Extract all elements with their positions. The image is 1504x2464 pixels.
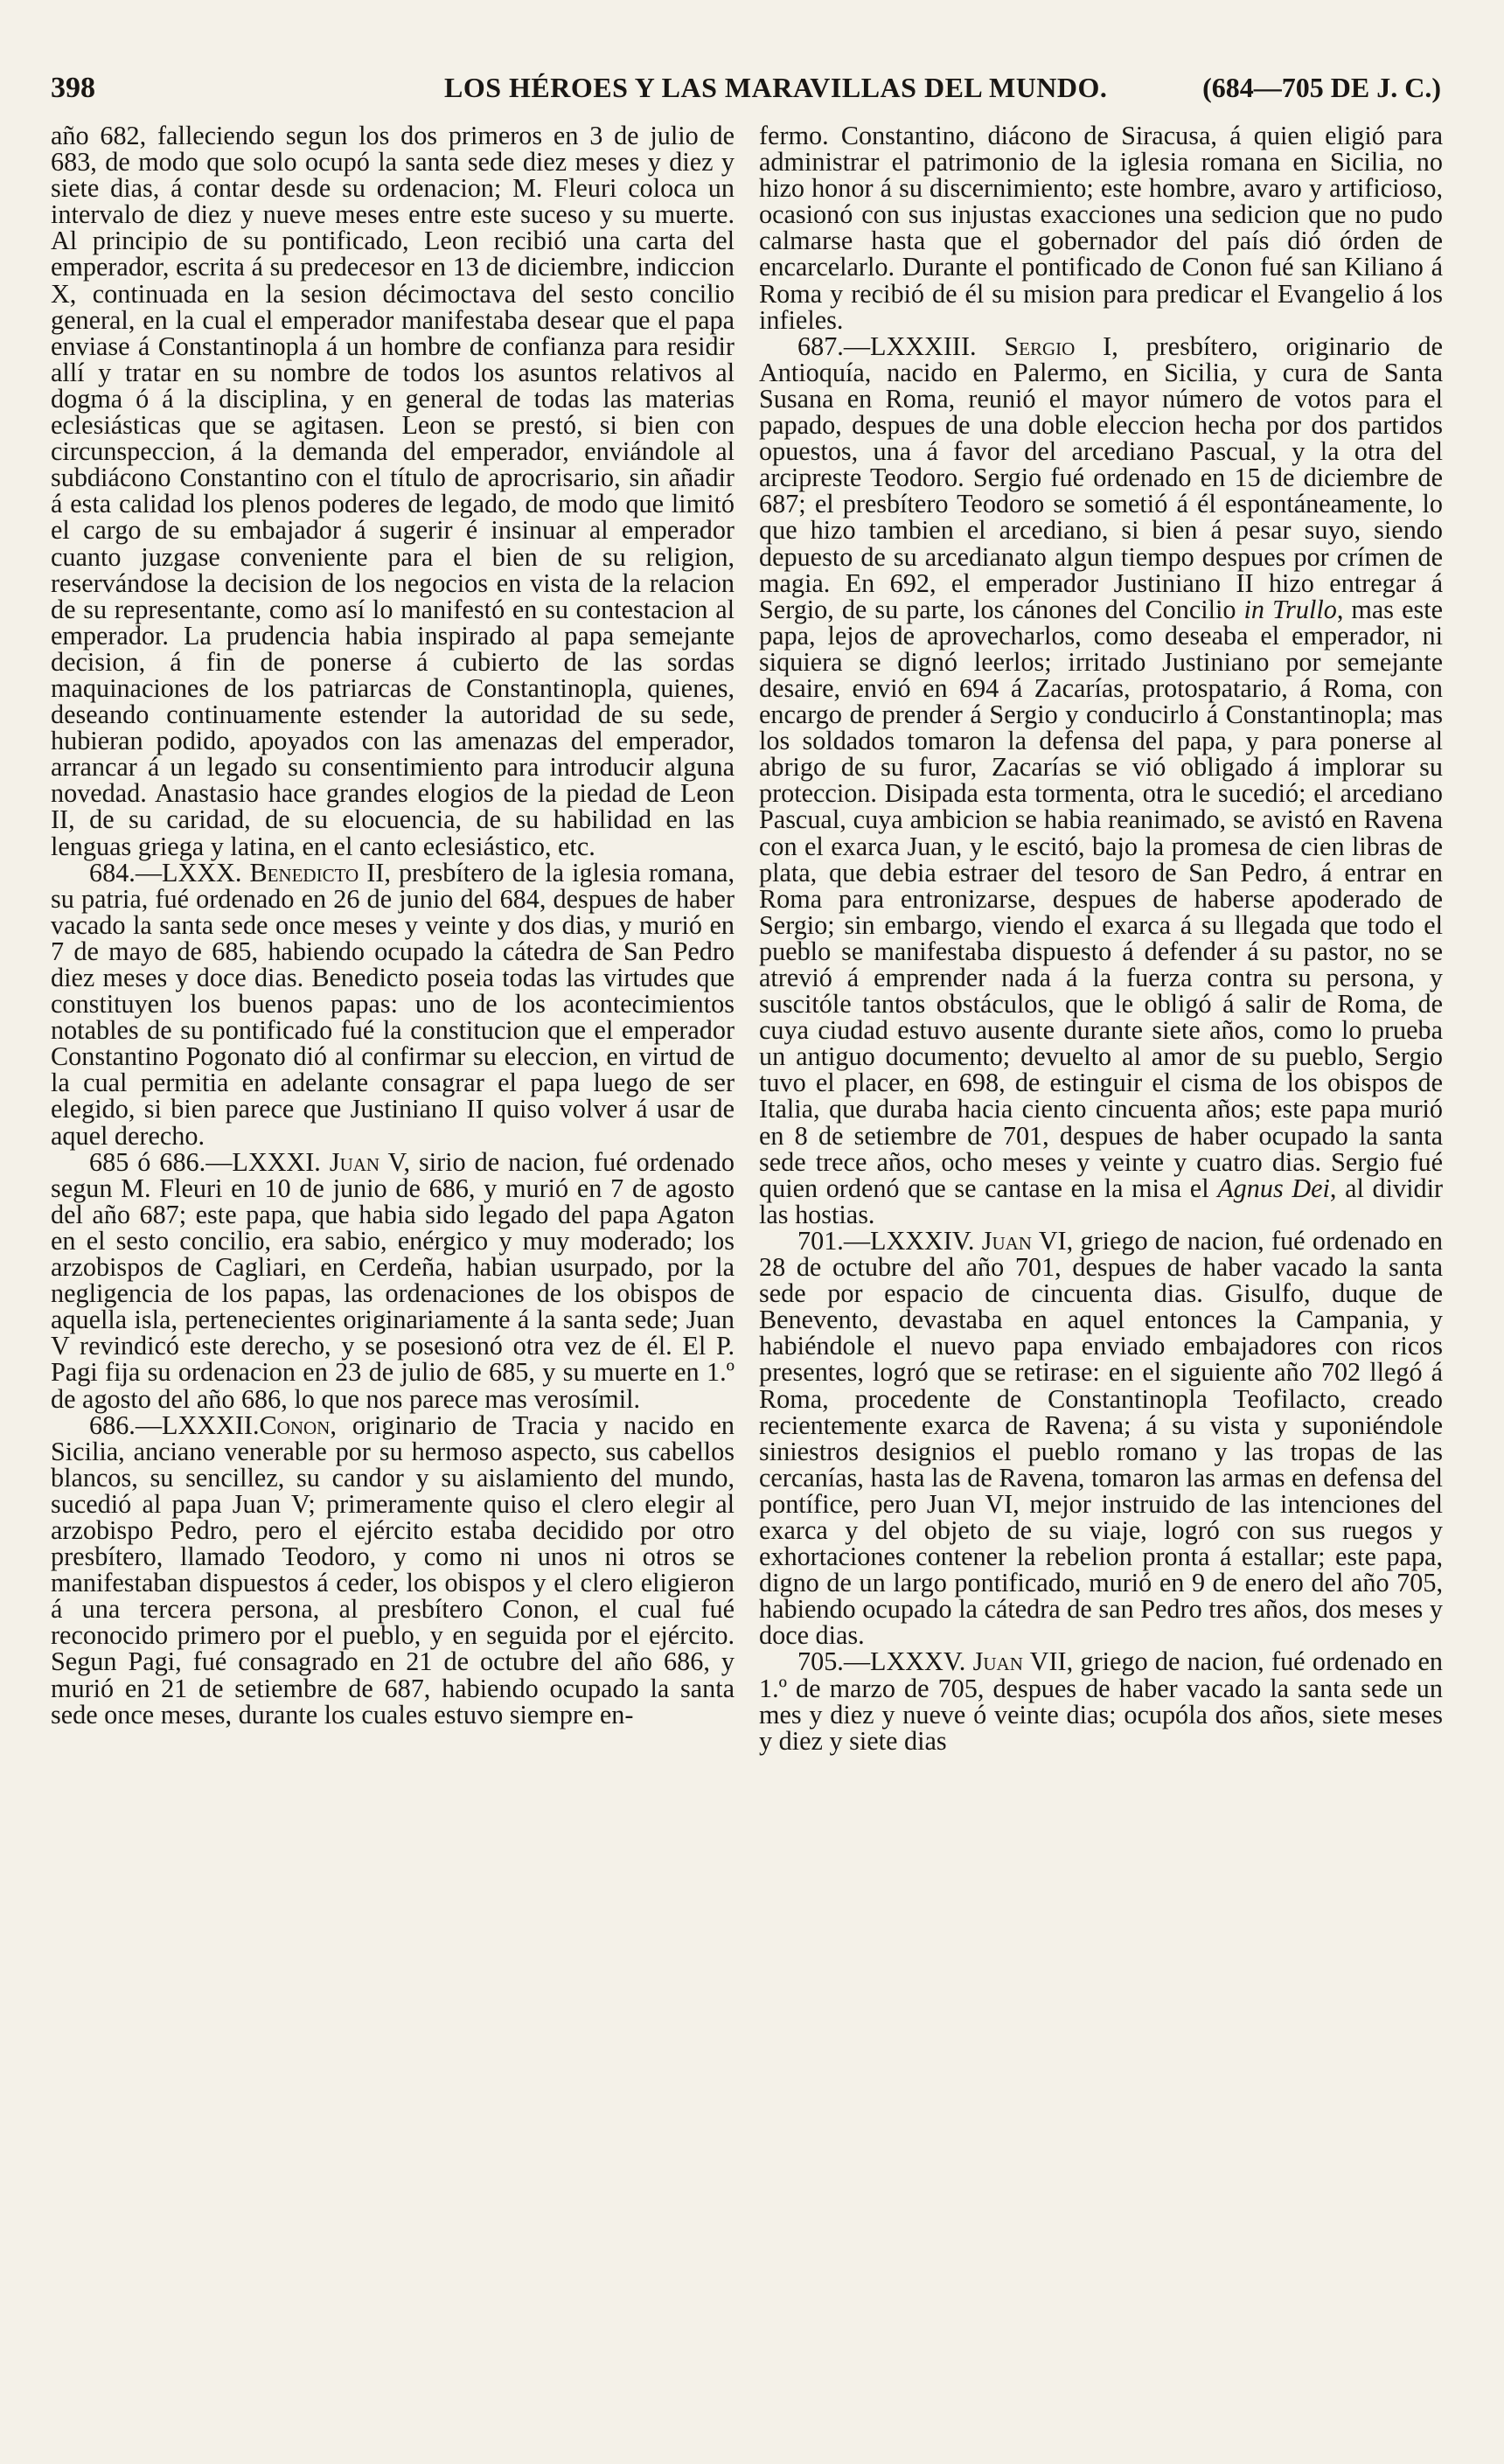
page-number: 398	[51, 72, 95, 104]
pope-name: Conon	[259, 1409, 331, 1440]
entry-text: VII, griego de nacion, fué ordenado en 1.º de marzo de 705, despues de haber vacado la santa sede un mes y diez y nueve ó veinte dias; ocupóla dos años, siete meses y diez y siete dias	[759, 1646, 1444, 1756]
pope-name: Sergio	[1004, 331, 1076, 361]
entry-text: , mas este papa, lejos de aprovecharlos, como deseaba el emperador, ni siquiera se dignó leerlos; irritado Justiniano por semejante desaire, envió en 694 á Zacarías, protospatario, á Roma, con encargo de prender á Sergio y conducirlo á Constantinopla; mas los soldados tomaron la defensa del papa, y para ponerse al abrigo de su furor, Zacarías se vió obligado á implorar su proteccion. Disipada esta tormenta, otra le sucedió; el arcediano Pascual, cuya ambicion se habia reanimado, se avistó en Ravena con el exarca Juan, y le escitó, bajo la promesa de cien libras de plata, que debia estraer del tesoro de San Pedro, á entrar en Roma para entronizarse, despues de haberse apoderado de Sergio; sin embargo, viendo el exarca á su llegada que todo el pueblo se manifestaba dispuesto á defender á su pastor, no se atrevió á emprender nada á la fuerza contra su persona, y suscitóle tantos obstáculos, que le obligó á salir de Roma, de cuya ciudad estuvo ausente durante siete años, como lo prueba un antiguo documento; devuelto al amor de su pueblo, Sergio tuvo el placer, en 698, de estinguir el cisma de los obispos de Italia, que duraba hacia ciento cincuenta años; este papa murió en 8 de setiembre de 701, despues de haber ocupado la santa sede trece años, ocho meses y veinte y cuatro dias. Sergio fué quien ordenó que se cantase en la misa el	[759, 594, 1444, 1203]
paragraph-benedicto-ii	[51, 857, 735, 1151]
entry-number: 686.—LXXXII.	[89, 1409, 260, 1440]
book-title: LOS HÉROES Y LAS MARAVILLAS DEL MUNDO.	[444, 72, 1108, 103]
paragraph-juan-vi	[759, 1225, 1444, 1651]
entry-text: II, presbítero de la iglesia romana, su patria, fué ordenado en 26 de junio del 684, despues de haber vacado la santa sede once meses y veinte y dos dias, y murió en 7 de mayo de 685, habiendo ocupado la cátedra de San Pedro diez meses y doce dias. Benedicto poseia todas las virtudes que constituyen los buenos papas: uno de los acontecimientos notables de su pontificado fué la constitucion que el emperador Constantino Pogonato dió al confirmar su eleccion, en virtud de la cual permitia en adelante consagrar el papa luego de ser elegido, si bien parece que Justiniano II quiso volver á usar de aquel derecho.	[51, 857, 735, 1151]
paragraph-sergio-i	[759, 333, 1443, 1228]
entry-number: 701.—LXXXIV.	[797, 1225, 975, 1256]
paragraph-conon-continued: fermo. Constantino, diácono de Siracusa, á quien eligió para administrar el patrimonio de la iglesia romana en Sicilia, no hizo honor á su discernimiento; este hombre, avaro y artificioso, ocasionó con sus injustas exacciones una sedicion que no pudo calmarse hasta que el gobernador del país dió órden de encarcelarlo. Durante el pontificado de Conon fué san Kiliano á Roma y recibió de él su mision para predicar el Evangelio á los infieles.	[759, 121, 1443, 335]
paragraph-leon-ii: año 682, falleciendo segun los dos primeros en 3 de julio de 683, de modo que solo ocupó la santa sede diez meses y diez y siete dias, á contar desde su ordenacion; M. Fleuri coloca un intervalo de diez y nueve meses entre este suceso y su muerte. Al principio de su pontificado, Leon recibió una carta del emperador, escrita á su predecesor en 13 de diciembre, indiccion X, continuada en la sesion décimoctava del sesto concilio general, en la cual el emperador manifestaba desear que el papa enviase á Constantinopla á un hombre de confianza para residir allí y tratar en su nombre de todos los asuntos relativos al dogma ó á la disciplina, y en general de todas las materias eclesiásticas que se agitasen. Leon se prestó, si bien con circunspeccion, á la demanda del emperador, enviándole al subdiácono Constantino con el título de aprocrisario, sin añadir á esta calidad los plenos poderes de legado, de modo que limitó el cargo de su embajador á sugerir é insinuar al emperador cuanto juzgase conveniente para el bien de su religion, reservándose la decision de los negocios en vista de la relacion de su representante, como así lo manifestó en su contestacion al emperador. La prudencia habia inspirado al papa semejante decision, á fin de ponerse á cubierto de las sordas maquinaciones de los patriarcas de Constantinopla, quienes, deseando continuamente estender la autoridad de su sede, hubieran podido, apoyados con las amenazas del emperador, arrancar á un legado su consentimiento para introducir alguna novedad. Anastasio hace grandes elogios de la piedad de Leon II, de su caridad, de su elocuencia, de su habilidad en las lenguas griega y latina, en el canto eclesiástico, etc.	[51, 121, 735, 861]
paragraph-juan-v	[51, 1146, 735, 1414]
entry-text: , originario de Tracia y nacido en Sicilia, anciano venerable por su hermoso aspecto, sus cabellos blancos, su sencillez, su candor y su aislamiento del mundo, sucedió al papa Juan V; primeramente quiso el clero elegir al arzobispo Pedro, pero el ejército estaba decidido por otro presbítero, llamado Teodoro, y como ni unos ni otros se manifestaban dispuestos á ceder, los obispos y el clero eligieron á una tercera persona, al presbítero Conon, el cual fué reconocido primero por el pueblo, y en seguida por el ejército. Segun Pagi, fué consagrado en 21 de octubre del año 686, y murió en 21 de setiembre de 687, habiendo ocupado la santa sede once meses, durante los cuales estuvo siempre en-	[51, 1409, 735, 1730]
pope-name: Juan	[972, 1646, 1023, 1677]
italic-term: in Trullo	[1243, 594, 1337, 624]
entry-number: 684.—LXXX.	[89, 857, 242, 887]
paragraph-juan-vii	[759, 1646, 1444, 1756]
entry-text: , al dividir las hostias.	[759, 1173, 1444, 1229]
pope-name: Benedicto	[249, 857, 359, 887]
pope-name: Juan	[329, 1146, 380, 1177]
left-column	[51, 122, 735, 1728]
entry-text: I, presbítero, originario de Antioquía, nacido en Palermo, en Sicilia, y cura de Santa Susana en Roma, reunió el mayor número de votos para el papado, despues de una doble eleccion hecha por dos partidos opuestos, una á favor del arcediano Pascual, y la otra del arcipreste Teodoro. Sergio fué ordenado en 15 de diciembre de 687; el presbítero Teodoro se sometió á él espontáneamente, lo que hizo tambien el arcediano, si bien á pesar suyo, siendo depuesto de su arcedianato algun tiempo despues por crímen de magia. En 692, el emperador Justiniano II hizo entregar á Sergio, de su parte, los cánones del Concilio	[759, 331, 1444, 624]
italic-term: Agnus Dei	[1217, 1173, 1330, 1203]
entry-number: 687.—LXXXIII.	[797, 331, 977, 361]
paragraph-conon	[51, 1409, 735, 1730]
running-header	[51, 72, 1441, 119]
entry-number: 705.—LXXXV.	[797, 1646, 966, 1677]
entry-text: VI, griego de nacion, fué ordenado en 28 de octubre del año 701, despues de haber vacado la santa sede por espacio de cincuenta dias. Gisulfo, duque de Benevento, devastaba en aquel entonces la Campania, y habiéndole el nuevo papa enviado embajadores con ricos presentes, logró que se retirase: en el siguiente año 702 llegó á Roma, procedente de Constantinopla Teofilacto, creado recientemente exarca de Ravena; á su vista y suponiéndole siniestros designios el pueblo romano y las tropas de las cercanías, hasta las de Ravena, tomaron las armas en defensa del pontífice, pero Juan VI, mejor instruido de las intenciones del exarca y del objeto de su viaje, logró con sus ruegos y exhortaciones contener la rebelion pronta á estallar; este papa, digno de un largo pontificado, murió en 9 de enero del año 705, habiendo ocupado la cátedra de san Pedro tres años, dos meses y doce dias.	[759, 1225, 1444, 1651]
entry-number: 685 ó 686.—LXXXI.	[89, 1146, 321, 1177]
date-range: (684—705 DE J. C.)	[1202, 72, 1441, 103]
entry-text: V, sirio de nacion, fué ordenado segun M. Fleuri en 10 de junio de 686, y murió en 7 de agosto del año 687; este papa, que habia sido legado del papa Agaton en el sesto concilio, era sabio, enérgico y muy moderado; los arzobispos de Cagliari, en Cerdeña, habian usurpado, por la negligencia de los papas, las ordenaciones de los obispos de aquella isla, pertenecientes originariamente á la santa sede; Juan V revindicó este derecho, y se posesionó otra vez de él. El P. Pagi fija su ordenacion en 23 de julio de 685, y su muerte en 1.º de agosto del año 686, lo que nos parece mas verosímil.	[51, 1146, 735, 1414]
right-column	[759, 122, 1443, 1754]
pope-name: Juan	[981, 1225, 1032, 1256]
